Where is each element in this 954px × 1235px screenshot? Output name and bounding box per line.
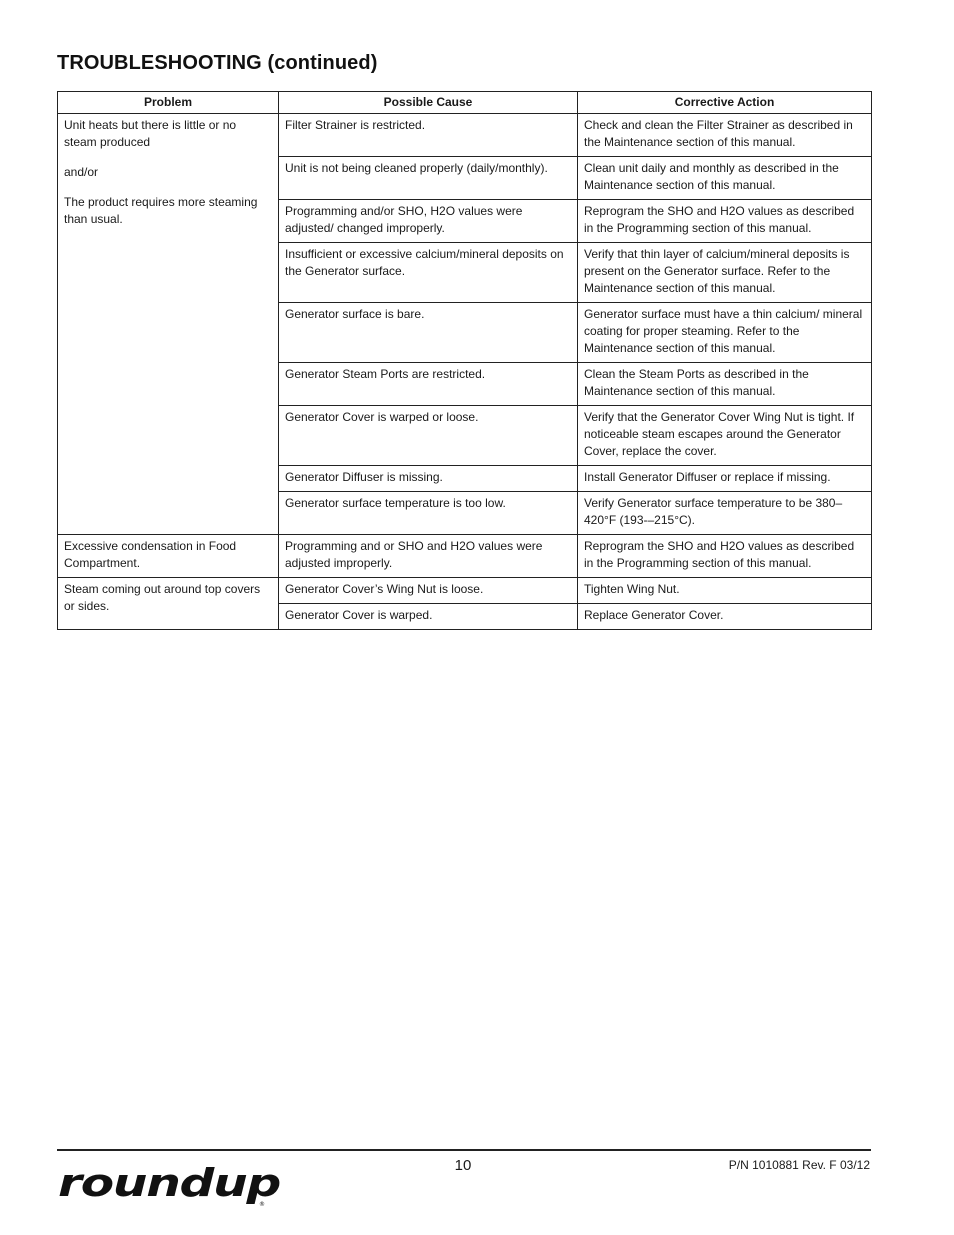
roundup-logo: [56, 1160, 286, 1208]
page-number: 10: [454, 1157, 472, 1174]
cause-cell: Generator Diffuser is missing.: [279, 466, 578, 492]
page-title: TROUBLESHOOTING (continued): [57, 52, 378, 74]
footer-divider: [57, 1149, 871, 1151]
problem-text: and/or: [64, 165, 99, 179]
problem-cell: [58, 114, 279, 535]
table-row: [58, 114, 872, 157]
header-problem: Problem: [58, 92, 279, 114]
cause-cell: Programming and/or SHO, H2O values were adjusted/ changed improperly.: [279, 200, 578, 243]
cause-cell: Filter Strainer is restricted.: [279, 114, 578, 157]
logo-wordmark: roundup: [58, 1161, 280, 1205]
cause-cell: Generator surface is bare.: [279, 303, 578, 363]
table-row: [58, 535, 872, 578]
action-cell: Check and clean the Filter Strainer as described in the Maintenance section of this manual.: [578, 114, 872, 157]
part-number: P/N 1010881 Rev. F 03/12: [728, 1158, 870, 1172]
action-cell: Generator surface must have a thin calcium/ mineral coating for proper steaming. Refer to the Maintenance section of this manual.: [578, 303, 872, 363]
action-cell: Verify that thin layer of calcium/mineral deposits is present on the Generator surface. Refer to the Maintenance section of this manual.: [578, 243, 872, 303]
problem-text: Excessive condensation in Food Compartment.: [64, 539, 237, 570]
cause-cell: Generator Cover is warped or loose.: [279, 406, 578, 466]
svg-text:®: ®: [259, 1201, 265, 1208]
header-corrective-action: Corrective Action: [578, 92, 872, 114]
cause-cell: Generator surface temperature is too low.: [279, 492, 578, 535]
troubleshooting-table: [57, 91, 872, 630]
table-header-row: [58, 92, 872, 114]
action-cell: Tighten Wing Nut.: [578, 578, 872, 604]
action-cell: Clean the Steam Ports as described in the Maintenance section of this manual.: [578, 363, 872, 406]
cause-cell: Generator Cover’s Wing Nut is loose.: [279, 578, 578, 604]
cause-cell: Unit is not being cleaned properly (daily/monthly).: [279, 157, 578, 200]
problem-text: Unit heats but there is little or no steam produced: [64, 118, 237, 149]
cause-cell: Generator Cover is warped.: [279, 604, 578, 630]
action-cell: Replace Generator Cover.: [578, 604, 872, 630]
problem-cell: [58, 535, 279, 578]
table-row: [58, 578, 872, 604]
header-possible-cause: Possible Cause: [279, 92, 578, 114]
cause-cell: Insufficient or excessive calcium/mineral deposits on the Generator surface.: [279, 243, 578, 303]
action-cell: Reprogram the SHO and H2O values as described in the Programming section of this manual.: [578, 200, 872, 243]
problem-text: Steam coming out around top covers or sides.: [64, 582, 261, 613]
action-cell: Verify that the Generator Cover Wing Nut is tight. If noticeable steam escapes around the Generator Cover, replace the cover.: [578, 406, 872, 466]
action-cell: Clean unit daily and monthly as described in the Maintenance section of this manual.: [578, 157, 872, 200]
cause-cell: Programming and or SHO and H2O values were adjusted improperly.: [279, 535, 578, 578]
action-cell: Reprogram the SHO and H2O values as described in the Programming section of this manual.: [578, 535, 872, 578]
cause-cell: Generator Steam Ports are restricted.: [279, 363, 578, 406]
problem-text: The product requires more steaming than usual.: [64, 195, 258, 226]
action-cell: Verify Generator surface temperature to be 380–420°F (193-–215°C).: [578, 492, 872, 535]
action-cell: Install Generator Diffuser or replace if missing.: [578, 466, 872, 492]
problem-cell: [58, 578, 279, 630]
